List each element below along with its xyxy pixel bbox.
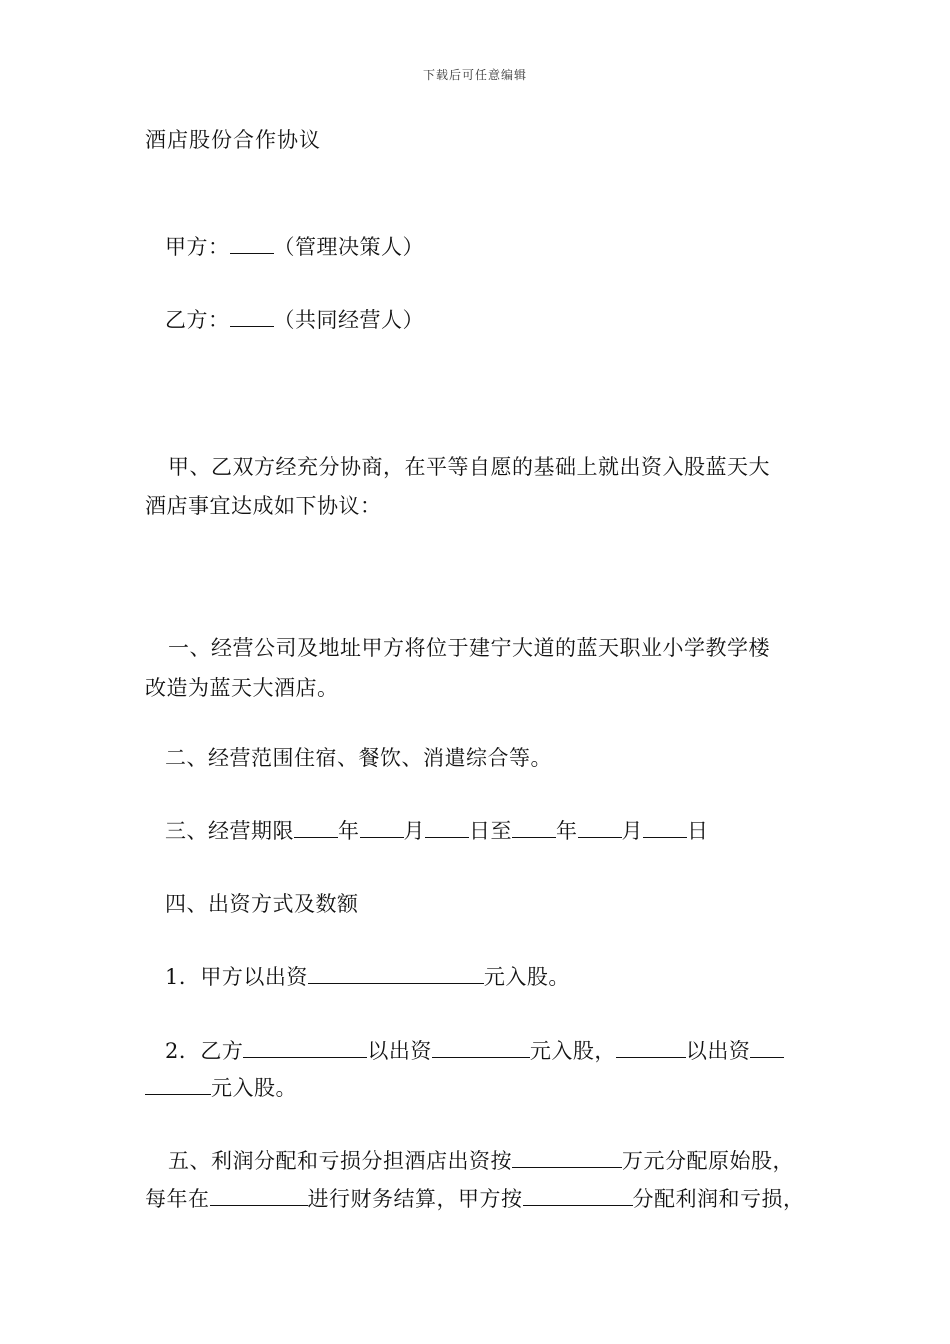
start-month-label: 月 (403, 819, 425, 843)
clause-4-1-line (165, 961, 570, 991)
clause-4-2-line-2 (145, 1072, 297, 1102)
clause-1-line-1: 一、经营公司及地址甲方将位于建宁大道的蓝天职业小学教学楼 (168, 636, 770, 660)
end-day-blank (643, 817, 687, 838)
clause-4-2-mid3: 以出资 (685, 1039, 751, 1063)
clause-5-line-2-prefix: 每年在 (145, 1187, 210, 1211)
clause-2: 二、经营范围住宿、餐饮、消遣综合等。 (165, 746, 552, 770)
intro-line-1: 甲、乙双方经充分协商，在平等自愿的基础上就出资入股蓝天大 (168, 455, 770, 479)
clause-3-prefix: 三、经营期限 (165, 819, 294, 843)
clause-5-line-1 (168, 1145, 794, 1175)
clause-4-2-mid1: 以出资 (367, 1039, 432, 1063)
clause-4: 四、出资方式及数额 (165, 892, 359, 916)
party-b-label: 乙方： (165, 308, 230, 332)
start-year-blank (294, 817, 338, 838)
start-month-blank (360, 817, 404, 838)
clause-1-line-2: 改造为蓝天大酒店。 (145, 676, 339, 700)
party-a-blank (230, 233, 274, 254)
clause-5-line-2 (145, 1183, 805, 1213)
clause-4-1-suffix: 元入股。 (483, 965, 570, 989)
clause-4-1-prefix: 1．甲方以出资 (165, 965, 308, 989)
clause-4-2-mid2: 元入股， (529, 1039, 616, 1063)
end-day-label: 日 (687, 819, 709, 843)
party-b-line (165, 304, 424, 334)
party-b-name-blank (243, 1037, 367, 1058)
clause-5-line-2-suffix: 分配利润和亏损， (632, 1187, 805, 1211)
settlement-time-blank (210, 1185, 308, 1206)
start-year-label: 年 (338, 819, 360, 843)
profit-ratio-blank (523, 1185, 633, 1206)
party-b-amount-blank (432, 1037, 530, 1058)
other-party-amount-blank-end (145, 1074, 211, 1095)
end-year-blank (512, 817, 556, 838)
start-day-blank (425, 817, 469, 838)
end-year-label: 年 (556, 819, 578, 843)
clause-4-2-suffix: 元入股。 (211, 1076, 297, 1100)
party-a-role: （管理决策人） (273, 235, 424, 259)
party-a-line (165, 231, 424, 261)
party-b-blank (230, 306, 274, 327)
page-header: 下载后可任意编辑 (422, 68, 527, 82)
start-day-label: 日至 (469, 819, 512, 843)
share-amount-blank (512, 1147, 622, 1168)
other-party-amount-blank-start (750, 1037, 784, 1058)
clause-4-2-line-1 (165, 1035, 784, 1065)
intro-line-2: 酒店事宜达成如下协议： (145, 494, 382, 518)
party-a-amount-blank (308, 963, 484, 984)
party-a-label: 甲方： (165, 235, 230, 259)
clause-5-line-2-mid: 进行财务结算，甲方按 (307, 1187, 523, 1211)
party-b-role: （共同经营人） (273, 308, 424, 332)
clause-5-line-1-suffix: 万元分配原始股， (622, 1149, 794, 1173)
end-month-blank (578, 817, 622, 838)
document-title: 酒店股份合作协议 (145, 128, 321, 152)
clause-4-2-prefix: 2．乙方 (165, 1039, 244, 1063)
end-month-label: 月 (621, 819, 643, 843)
other-party-name-blank (616, 1037, 686, 1058)
clause-3-line (165, 815, 709, 845)
clause-5-line-1-prefix: 五、利润分配和亏损分担酒店出资按 (168, 1149, 512, 1173)
